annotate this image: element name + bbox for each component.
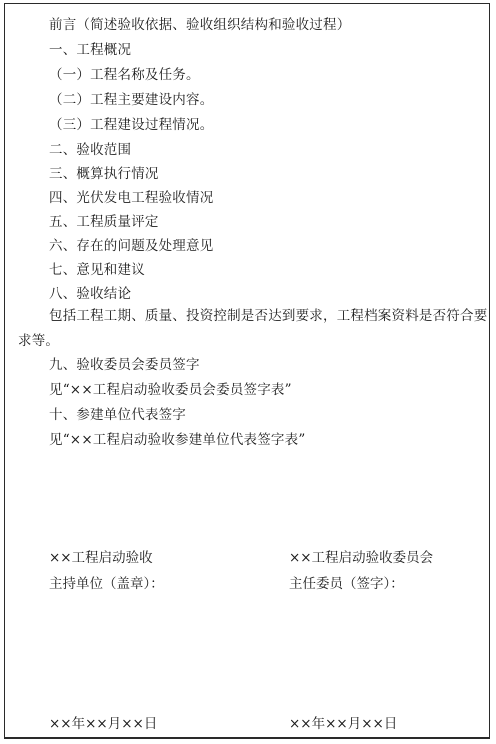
- item-construction-content: （二）工程主要建设内容。: [49, 92, 214, 108]
- left-date: ××年××月××日: [49, 716, 158, 732]
- chair-signature-label: 主任委员（签字）：: [289, 576, 404, 592]
- item-acceptance-scope: 二、验收范围: [49, 142, 132, 158]
- section9-reference: 见“××工程启动验收委员会委员签字表”: [49, 382, 292, 398]
- right-date: ××年××月××日: [289, 716, 398, 732]
- host-unit-seal-label: 主持单位（盖章）：: [49, 576, 164, 592]
- item-problems: 六、存在的问题及处理意见: [49, 238, 214, 254]
- item-pv-acceptance: 四、光伏发电工程验收情况: [49, 190, 214, 206]
- section9-title: 九、验收委员会委员签字: [49, 357, 200, 373]
- item-quality-evaluation: 五、工程质量评定: [49, 214, 159, 230]
- committee-line1: ××工程启动验收委员会: [289, 550, 434, 566]
- item-budget-execution: 三、概算执行情况: [49, 166, 159, 182]
- item-construction-process: （三）工程建设过程情况。: [49, 117, 214, 133]
- host-unit-line1: ××工程启动验收: [49, 550, 153, 566]
- document-page: [4, 3, 490, 739]
- item-project-name: （一）工程名称及任务。: [49, 67, 200, 83]
- section10-reference: 见“××工程启动验收参建单位代表签字表”: [49, 432, 306, 448]
- item-project-overview: 一、工程概况: [49, 42, 132, 58]
- conclusion-paragraph: 包括工程工期、质量、投资控制是否达到要求，工程档案资料是否符合要求等。: [18, 308, 488, 349]
- section10-title: 十、参建单位代表签字: [49, 407, 186, 423]
- preface-heading: 前言（简述验收依据、验收组织结构和验收过程）: [49, 17, 351, 33]
- item-conclusion: 八、验收结论: [49, 286, 132, 302]
- item-suggestions: 七、意见和建议: [49, 262, 145, 278]
